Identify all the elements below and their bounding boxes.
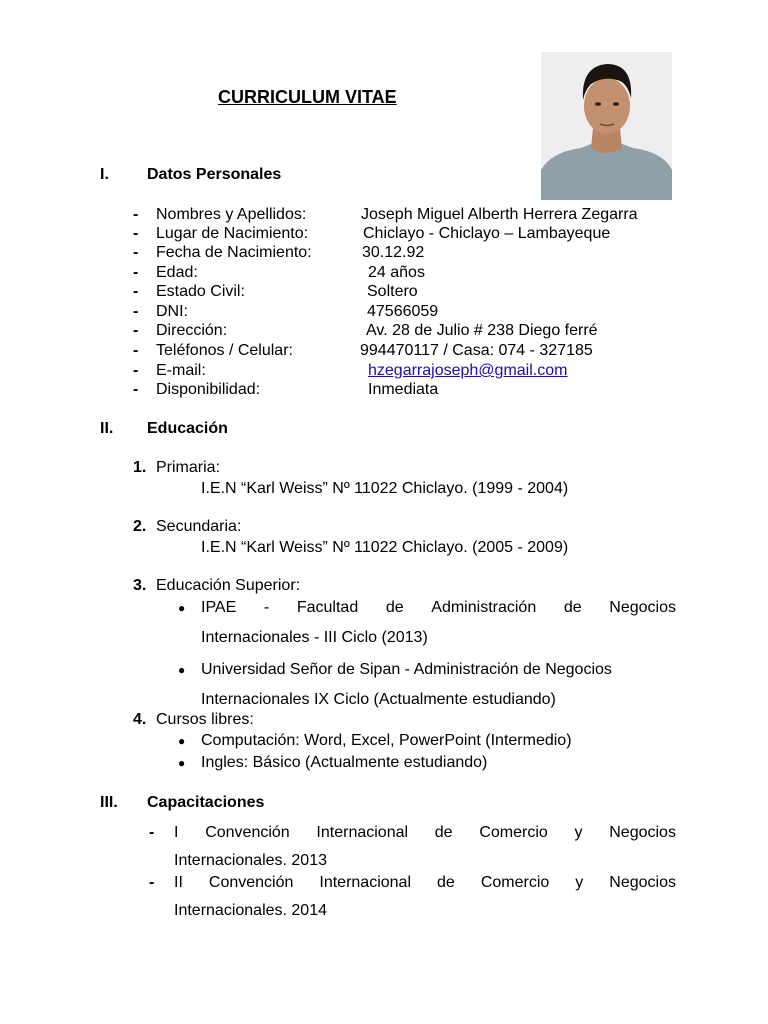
word: Comercio <box>479 824 548 841</box>
dash-marker: - <box>133 303 139 320</box>
education-detail-primaria: I.E.N “Karl Weiss” Nº 11022 Chiclayo. (1999 - 2004) <box>201 480 569 497</box>
superior-item-line1 <box>201 600 676 616</box>
capacitacion-line2: Internacionales. 2013 <box>174 852 327 869</box>
dash-marker: - <box>133 381 139 398</box>
section-number: I. <box>100 166 109 183</box>
dash-marker: - <box>133 283 139 300</box>
word: II <box>174 874 183 891</box>
section-number: III. <box>100 794 118 811</box>
personal-label: Teléfonos / Celular: <box>156 342 293 359</box>
personal-value: 47566059 <box>367 303 439 320</box>
word: Negocios <box>609 824 676 841</box>
word: IPAE <box>201 599 237 616</box>
word: Convención <box>205 824 290 841</box>
word: - <box>263 599 270 616</box>
dash-marker: - <box>133 342 139 359</box>
word: de <box>434 824 453 841</box>
education-label-primaria: Primaria: <box>156 459 221 476</box>
personal-label: E-mail: <box>156 362 206 379</box>
personal-label: Nombres y Apellidos: <box>156 206 307 223</box>
word: Administración <box>431 599 537 616</box>
bullet-marker: ● <box>178 756 186 770</box>
education-detail-secundaria: I.E.N “Karl Weiss” Nº 11022 Chiclayo. (2005 - 2009) <box>201 539 569 556</box>
personal-value: 30.12.92 <box>362 244 425 261</box>
personal-value: Joseph Miguel Alberth Herrera Zegarra <box>361 206 638 223</box>
word: Negocios <box>609 874 676 891</box>
list-number: 4. <box>133 711 147 728</box>
word: y <box>574 824 583 841</box>
section-number: II. <box>100 420 114 437</box>
word: Internacional <box>319 874 412 891</box>
email-link[interactable]: hzegarrajoseph@gmail.com <box>368 362 568 379</box>
list-number: 2. <box>133 518 147 535</box>
word: Convención <box>208 874 294 891</box>
word: Facultad <box>296 599 359 616</box>
superior-item-line2: Internacionales IX Ciclo (Actualmente estudiando) <box>201 691 556 708</box>
section-title-educacion: Educación <box>147 420 228 437</box>
personal-value: Chiclayo - Chiclayo – Lambayeque <box>363 225 611 242</box>
personal-label: Lugar de Nacimiento: <box>156 225 309 242</box>
capacitacion-line1 <box>174 875 676 891</box>
dash-marker: - <box>133 362 139 379</box>
word: Internacional <box>316 824 409 841</box>
bullet-marker: ● <box>178 601 186 615</box>
capacitacion-line2: Internacionales. 2014 <box>174 902 327 919</box>
word: Negocios <box>609 599 676 616</box>
dash-marker: - <box>133 225 139 242</box>
dash-marker: - <box>133 264 139 281</box>
personal-value: 994470117 / Casa: 074 - 327185 <box>360 342 593 359</box>
personal-label: Disponibilidad: <box>156 381 261 398</box>
word: Comercio <box>480 874 550 891</box>
bullet-marker: ● <box>178 663 186 677</box>
word: y <box>575 874 584 891</box>
profile-photo-image <box>541 52 672 200</box>
superior-item-line2: Internacionales - III Ciclo (2013) <box>201 629 428 646</box>
personal-value: 24 años <box>368 264 425 281</box>
personal-label: Dirección: <box>156 322 228 339</box>
personal-label: Fecha de Nacimiento: <box>156 244 312 261</box>
curso-item: Ingles: Básico (Actualmente estudiando) <box>201 754 488 771</box>
list-number: 1. <box>133 459 147 476</box>
section-title-datos-personales: Datos Personales <box>147 166 282 183</box>
bullet-marker: ● <box>178 734 186 748</box>
dash-marker: - <box>133 244 139 261</box>
profile-photo <box>541 52 672 200</box>
education-label-cursos: Cursos libres: <box>156 711 254 728</box>
education-label-secundaria: Secundaria: <box>156 518 242 535</box>
document-title: CURRICULUM VITAE <box>218 87 397 107</box>
capacitacion-line1 <box>174 825 676 841</box>
personal-value: Inmediata <box>368 381 439 398</box>
section-title-capacitaciones: Capacitaciones <box>147 794 265 811</box>
word: de <box>385 599 404 616</box>
superior-item-line1: Universidad Señor de Sipan - Administración de Negocios <box>201 661 612 678</box>
personal-value: Av. 28 de Julio # 238 Diego ferré <box>366 322 598 339</box>
personal-label: DNI: <box>156 303 188 320</box>
personal-label: Edad: <box>156 264 198 281</box>
dash-marker: - <box>133 322 139 339</box>
word: de <box>437 874 455 891</box>
personal-label: Estado Civil: <box>156 283 245 300</box>
education-label-superior: Educación Superior: <box>156 577 301 594</box>
dash-marker: - <box>149 874 155 891</box>
list-number: 3. <box>133 577 147 594</box>
word: de <box>563 599 582 616</box>
dash-marker: - <box>149 824 155 841</box>
curso-item: Computación: Word, Excel, PowerPoint (Intermedio) <box>201 732 572 749</box>
word: I <box>174 824 179 841</box>
dash-marker: - <box>133 206 139 223</box>
personal-value: Soltero <box>367 283 418 300</box>
